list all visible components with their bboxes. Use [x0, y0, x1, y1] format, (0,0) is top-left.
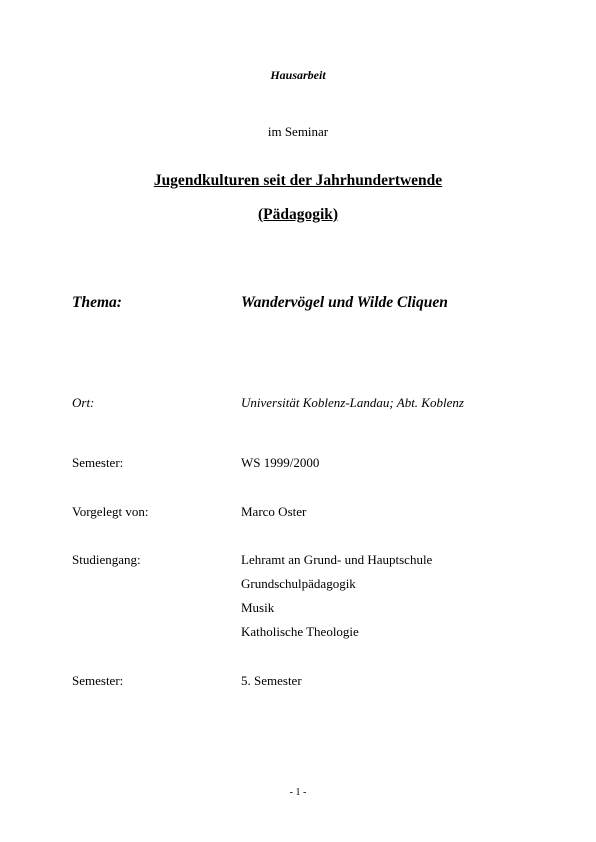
ort-value: Universität Koblenz-Landau; Abt. Koblenz — [241, 395, 464, 410]
submitted-by-value: Marco Oster — [241, 504, 307, 519]
ort-label: Ort: — [72, 395, 95, 410]
studiengang-item: Musik — [241, 600, 275, 615]
studiengang-item: Katholische Theologie — [241, 624, 359, 639]
seminar-label: im Seminar — [267, 124, 329, 139]
studiengang-list — [241, 552, 432, 648]
studiengang-item: Grundschulpädagogik — [241, 576, 356, 591]
page-number: - 1 - — [289, 787, 307, 798]
thema-value: Wandervögel und Wilde Cliquen — [241, 294, 448, 311]
semester-number-value: 5. Semester — [241, 673, 302, 688]
seminar-title: Jugendkulturen seit der Jahrhundertwende — [153, 172, 443, 189]
submitted-by-label: Vorgelegt von: — [72, 504, 149, 519]
studiengang-label: Studiengang: — [72, 552, 141, 567]
document-type: Hausarbeit — [270, 68, 326, 82]
studiengang-item: Lehramt an Grund- und Hauptschule — [241, 552, 433, 567]
semester-term-value: WS 1999/2000 — [241, 455, 320, 470]
semester-term-label: Semester: — [72, 455, 124, 470]
semester-number-label: Semester: — [72, 673, 124, 688]
thema-label: Thema: — [72, 294, 122, 311]
seminar-subject: (Pädagogik) — [257, 206, 339, 223]
